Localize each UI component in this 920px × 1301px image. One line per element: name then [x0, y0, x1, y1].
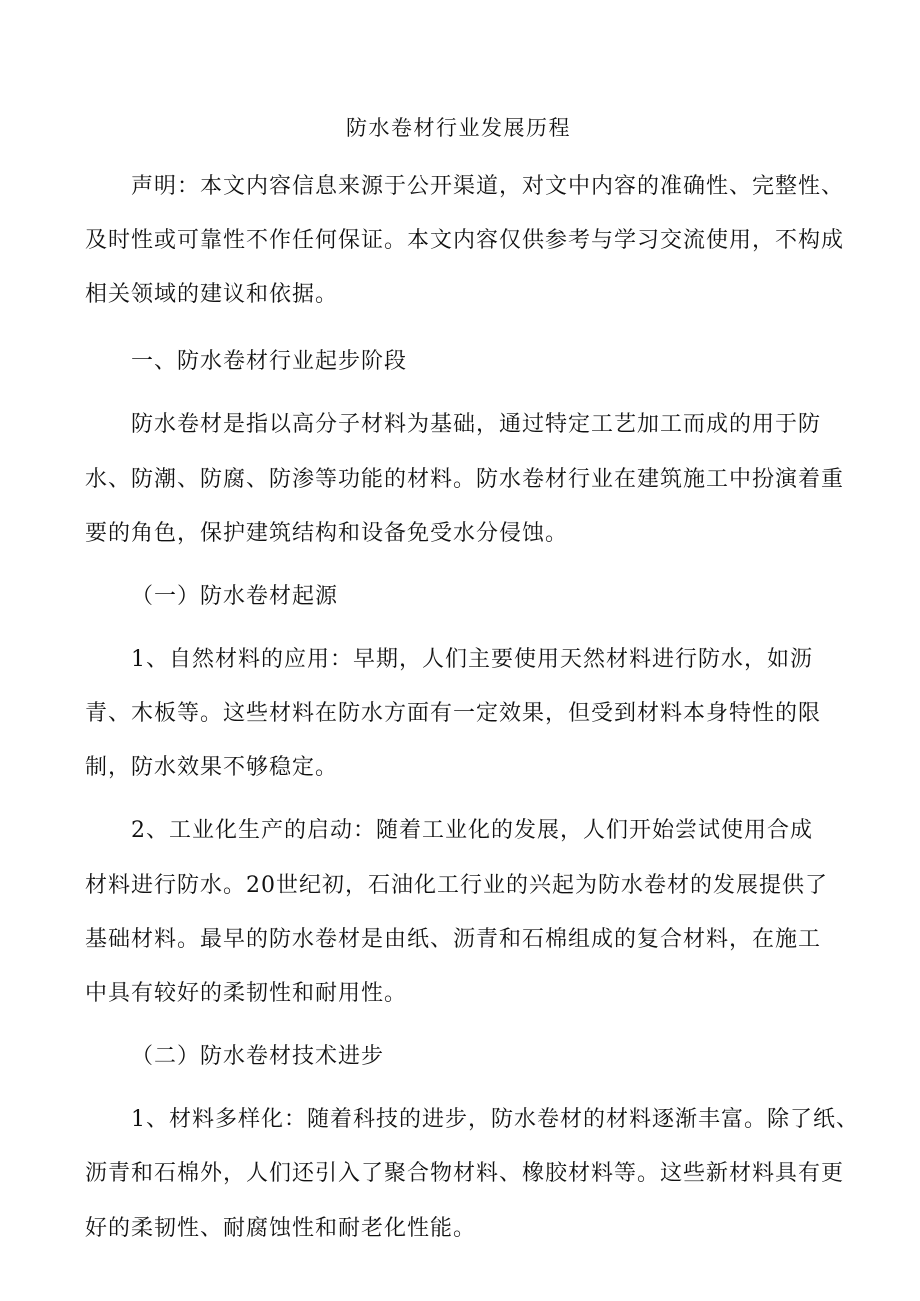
- section-heading: 一、防水卷材行业起步阶段: [131, 349, 408, 374]
- intro-line-1: 防水卷材是指以高分子材料为基础，通过特定工艺加工而成的用于防: [131, 412, 822, 437]
- item1-line-3: 制，防水效果不够稳定。: [85, 755, 339, 780]
- page-title: 防水卷材行业发展历程: [346, 116, 571, 140]
- item3-line-3: 好的柔韧性、耐腐蚀性和耐老化性能。: [85, 1216, 477, 1241]
- item1-line-1: 1、自然材料的应用：早期，人们主要使用天然材料进行防水，如沥: [131, 647, 813, 672]
- item3-line-2: 沥青和石棉外，人们还引入了聚合物材料、橡胶材料等。这些新材料具有更: [85, 1161, 845, 1186]
- disclaimer-line-3: 相关领域的建议和依据。: [85, 282, 339, 307]
- item2-line-3: 基础材料。最早的防水卷材是由纸、沥青和石棉组成的复合材料，在施工: [85, 927, 822, 952]
- item3-line-1: 1、材料多样化：随着科技的进步，防水卷材的材料逐渐丰富。除了纸、: [131, 1107, 859, 1132]
- item1-line-2: 青、木板等。这些材料在防水方面有一定效果，但受到材料本身特性的限: [85, 701, 822, 726]
- item2-line-2: 材料进行防水。20世纪初，石油化工行业的兴起为防水卷材的发展提供了: [85, 873, 828, 898]
- disclaimer-line-2: 及时性或可靠性不作任何保证。本文内容仅供参考与学习交流使用，不构成: [85, 228, 845, 253]
- item2-line-4: 中具有较好的柔韧性和耐用性。: [85, 981, 408, 1006]
- intro-line-2: 水、防潮、防腐、防渗等功能的材料。防水卷材行业在建筑施工中扮演着重: [85, 467, 845, 492]
- disclaimer-line-1: 声明：本文内容信息来源于公开渠道，对文中内容的准确性、完整性、: [131, 174, 845, 199]
- subsection-heading-tech: （二）防水卷材技术进步: [131, 1044, 385, 1069]
- item2-line-1: 2、工业化生产的启动：随着工业化的发展，人们开始尝试使用合成: [131, 818, 813, 843]
- subsection-heading-origin: （一）防水卷材起源: [131, 584, 339, 609]
- intro-line-3: 要的角色，保护建筑结构和设备免受水分侵蚀。: [85, 521, 569, 546]
